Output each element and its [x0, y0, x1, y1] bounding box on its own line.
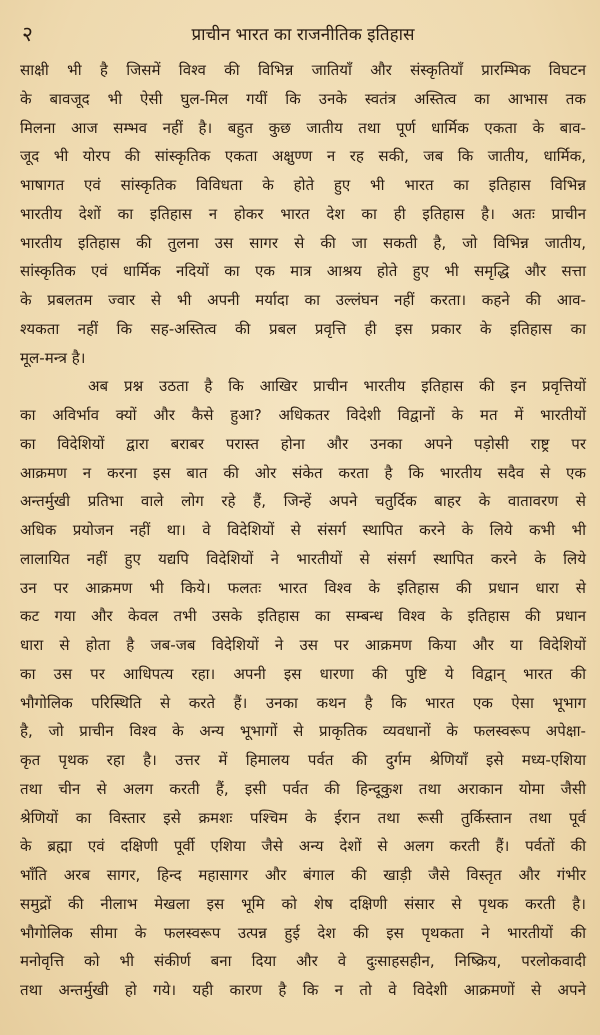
text-line: आक्रमण न करना इस बात की ओर संकेत करता है कि भारतीय सदैव से एक — [20, 463, 586, 482]
text-line: भारतीय इतिहास की तुलना उस सागर से की जा सकती है, जो विभिन्न जातीय, — [20, 233, 586, 252]
running-title: प्राचीन भारत का राजनीतिक इतिहास — [191, 25, 415, 45]
text-line: कृत पृथक रहा है। उत्तर में हिमालय पर्वत की दुर्गम श्रेणियाँ इसे मध्य-एशिया — [20, 751, 586, 769]
text-line: अन्तर्मुखी प्रतिभा वाले लोग रहे हैं, जिन्हें अपने चतुर्दिक बाहर के वातावरण से — [20, 492, 586, 511]
text-line: जूद भी योरप की सांस्कृतिक एकता अक्षुण्ण न रह सकी, जब कि जातीय, धार्मिक, — [20, 147, 586, 166]
text-line: तथा अन्तर्मुखी हो गये। यही कारण है कि न तो वे विदेशी आक्रमणों से अपने — [20, 981, 586, 999]
page-number: २ — [22, 22, 33, 46]
text-line: साक्षी भी है जिसमें विश्व की विभिन्न जातियाँ और संस्कृतियाँ प्रारम्भिक विघटन — [20, 61, 586, 79]
text-line: उन पर आक्रमण भी किये। फलतः भारत विश्व के इतिहास की प्रधान धारा से — [20, 578, 586, 597]
text-line: भारतीय देशों का इतिहास न होकर भारत देश का ही इतिहास है। अतः प्राचीन — [20, 204, 586, 223]
text-line: भाषागत एवं सांस्कृतिक विविधता के होते हुए भी भारत का इतिहास विभिन्न — [20, 176, 586, 194]
text-line: है, जो प्राचीन विश्व के अन्य भूभागों से प्राकृतिक व्यवधानों के फलस्वरूप अपेक्षा- — [20, 722, 586, 741]
text-line: धारा से होता है जब-जब विदेशियों ने उस पर आक्रमण किया और या विदेशियों — [20, 636, 586, 654]
text-line: भाँति अरब सागर, हिन्द महासागर और बंगाल की खाड़ी जैसे विस्तृत और गंभीर — [20, 866, 586, 884]
body-text — [20, 56, 586, 1005]
text-line: श्रेणियों का विस्तार इसे क्रमशः पश्चिम के ईरान तथा रूसी तुर्किस्तान तथा पूर्व — [20, 808, 586, 827]
text-line: सांस्कृतिक एवं धार्मिक नदियों का एक मात्र आश्रय होते हुए भी समृद्धि और सत्ता — [20, 262, 586, 281]
text-line: अब प्रश्न उठता है कि आखिर प्राचीन भारतीय इतिहास की इन प्रवृत्तियों — [88, 377, 586, 396]
text-line: के प्रबलतम ज्वार से भी अपनी मर्यादा का उल्लंघन नहीं करता। कहने की आव- — [20, 291, 586, 309]
text-line: तथा चीन से अलग करती हैं, इसी पर्वत की हिन्दूकुश तथा अराकान योमा जैसी — [20, 779, 586, 798]
text-line: भौगोलिक परिस्थिति से करते हैं। उनका कथन है कि भारत एक ऐसा भूभाग — [20, 693, 586, 712]
text-line: के ब्रह्मा एवं दक्षिणी पूर्वी एशिया जैसे अन्य देशों से अलग करती हैं। पर्वतों की — [20, 837, 586, 856]
text-line: भौगोलिक सीमा के फलस्वरूप उत्पन्न हुई देश की इस पृथकता ने भारतीयों की — [20, 923, 586, 942]
text-line: मूल-मन्त्र है। — [20, 348, 86, 367]
text-line: का अविर्भाव क्यों और कैसे हुआ? अधिकतर विदेशी विद्वानों के मत में भारतीयों — [20, 406, 586, 424]
text-line: का विदेशियों द्वारा बराबर परास्त होना और उनका अपने पड़ोसी राष्ट्र पर — [20, 434, 586, 453]
text-line: अधिक प्रयोजन नहीं था। वे विदेशियों से संसर्ग स्थापित करने के लिये कभी भी — [20, 521, 586, 539]
page-header — [20, 20, 586, 56]
text-line: समुद्रों की नीलाभ मेखला इस भूमि को शेष दक्षिणी संसार से पृथक करती है। — [20, 894, 586, 913]
text-line: के बावजूद भी ऐसी घुल-मिल गयीं कि उनके स्वतंत्र अस्तित्व का आभास तक — [20, 89, 586, 108]
text-line: लालायित नहीं हुए यद्यपि विदेशियों ने भारतीयों से संसर्ग स्थापित करने के लिये — [20, 549, 586, 568]
text-line: कट गया और केवल तभी उसके इतिहास का सम्बन्ध विश्व के इतिहास की प्रधान — [20, 607, 586, 626]
text-line: मिलना आज सम्भव नहीं है। बहुत कुछ जातीय तथा पूर्ण धार्मिक एकता के बाव- — [20, 118, 586, 137]
text-line: मनोवृत्ति को भी संकीर्ण बना दिया और वे दुःसाहसहीन, निष्क्रिय, परलोकवादी — [20, 952, 586, 971]
text-line: श्यकता नहीं कि सह-अस्तित्व की प्रबल प्रवृत्ति ही इस प्रकार के इतिहास का — [20, 319, 586, 338]
text-line: का उस पर आधिपत्य रहा। अपनी इस धारणा की पुष्टि ये विद्वान् भारत की — [20, 664, 586, 683]
